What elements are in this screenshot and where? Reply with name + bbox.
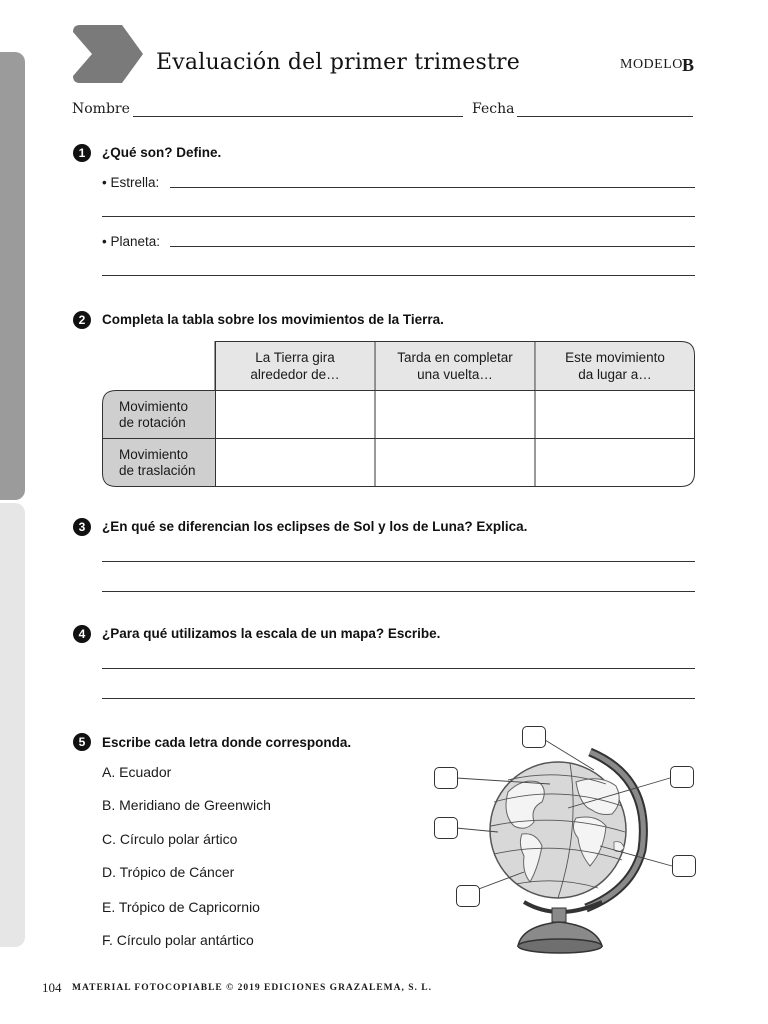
option-b: B. Meridiano de Greenwich	[102, 797, 271, 813]
table-header-line: da lugar a…	[578, 366, 652, 382]
table-header-line: alrededor de…	[250, 366, 340, 382]
answer-line[interactable]	[170, 246, 695, 247]
table-header-line: Tarda en completar	[397, 349, 513, 365]
answer-line[interactable]	[102, 668, 695, 669]
answer-line[interactable]	[102, 561, 695, 562]
answer-line[interactable]	[170, 187, 695, 188]
side-tab-bottom	[0, 503, 25, 947]
answer-line[interactable]	[102, 591, 695, 592]
option-a: A. Ecuador	[102, 764, 172, 780]
question-2-text: Completa la tabla sobre los movimientos de la Tierra.	[102, 312, 444, 327]
question-4-text: ¿Para qué utilizamos la escala de un mapa? Escribe.	[102, 626, 441, 641]
question-3-text: ¿En qué se diferencian los eclipses de Sol y los de Luna? Explica.	[102, 519, 528, 534]
option-d: D. Trópico de Cáncer	[102, 864, 235, 880]
modelo-label: MODELO	[620, 57, 683, 72]
row-header-line: de rotación	[119, 414, 186, 430]
globe-answer-box[interactable]	[522, 726, 546, 748]
answer-line[interactable]	[102, 275, 695, 276]
question-1-text: ¿Qué son? Define.	[102, 145, 222, 160]
movements-table-grid	[102, 341, 695, 487]
globe-answer-box[interactable]	[456, 885, 480, 907]
row-header-line: Movimiento	[119, 446, 189, 462]
globe-answer-box[interactable]	[434, 817, 458, 839]
question-2-number: 2	[73, 311, 91, 329]
option-f: F. Círculo polar antártico	[102, 932, 254, 948]
footer-copyright: MATERIAL FOTOCOPIABLE © 2019 EDICIONES GRAZALEMA, S. L.	[72, 983, 432, 993]
name-field[interactable]	[133, 116, 463, 117]
table-header-line: Este movimiento	[565, 349, 665, 365]
bullet-estrella-label: Estrella:	[110, 175, 160, 190]
page-number: 104	[42, 980, 62, 995]
answer-line[interactable]	[102, 698, 695, 699]
bullet-planeta: • Planeta:	[102, 234, 161, 249]
modelo-letter: B	[682, 55, 695, 75]
question-5-text: Escribe cada letra donde corresponda.	[102, 735, 352, 750]
question-4-number: 4	[73, 625, 91, 643]
table-header-line: una vuelta…	[417, 366, 493, 382]
answer-line[interactable]	[102, 216, 695, 217]
bullet-planeta-label: Planeta:	[110, 234, 161, 249]
question-3-number: 3	[73, 518, 91, 536]
side-tab-top	[0, 52, 25, 500]
option-e: E. Trópico de Capricornio	[102, 899, 260, 915]
row-header-line: Movimiento	[119, 398, 189, 414]
question-5-number: 5	[73, 733, 91, 751]
option-c: C. Círculo polar ártico	[102, 831, 238, 847]
date-label: Fecha	[472, 101, 515, 117]
globe-answer-box[interactable]	[670, 766, 694, 788]
globe-illustration	[430, 722, 700, 958]
bullet-estrella: • Estrella:	[102, 175, 160, 190]
date-field[interactable]	[517, 116, 693, 117]
table-header-line: La Tierra gira	[255, 349, 335, 365]
name-label: Nombre	[72, 101, 130, 117]
page-title: Evaluación del primer trimestre	[156, 50, 520, 75]
globe-answer-box[interactable]	[672, 855, 696, 877]
row-header-line: de traslación	[119, 462, 196, 478]
globe-answer-box[interactable]	[434, 767, 458, 789]
question-1-number: 1	[73, 144, 91, 162]
chevron-icon	[72, 24, 144, 84]
